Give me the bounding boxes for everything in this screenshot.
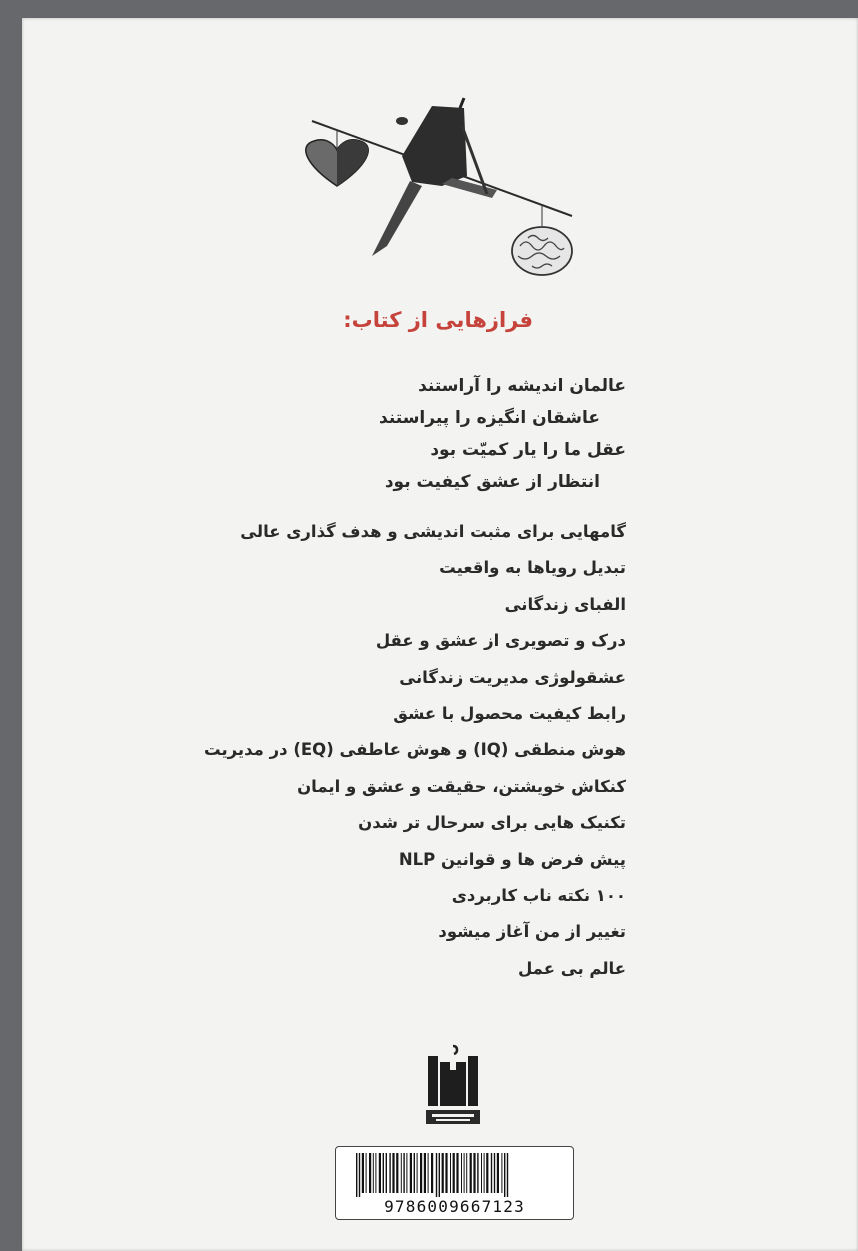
barcode-bar	[497, 1153, 499, 1193]
barcode-bar	[379, 1153, 381, 1193]
topic-item: کنکاش خویشتن، حقیقت و عشق و ایمان	[297, 776, 626, 796]
poem-line: انتظار از عشق کیفیت بود	[384, 472, 600, 492]
barcode-bar	[504, 1153, 505, 1197]
barcode-bar	[389, 1153, 390, 1193]
barcode-bar	[386, 1153, 387, 1193]
topic-item: درک و تصویری از عشق و عقل	[375, 631, 626, 651]
barcode-bar	[481, 1153, 482, 1193]
barcode-bar	[501, 1153, 502, 1193]
topics-list	[166, 514, 626, 987]
barcode-label	[335, 1146, 574, 1220]
barcode-bar	[464, 1153, 465, 1193]
topic-item: گامهایی برای مثبت اندیشی و هدف گذاری عالی	[240, 522, 626, 541]
barcode-bar	[424, 1153, 426, 1193]
poem-line: عاشقان انگیزه را پیراستند	[379, 408, 600, 428]
barcode	[356, 1153, 556, 1197]
barcode-bar	[383, 1153, 384, 1193]
excerpts-heading: فرازهایی از کتاب:	[343, 308, 533, 332]
topic-item: تکنیک هایی برای سرحال تر شدن	[358, 813, 626, 833]
topic-item: عشقولوژی مدیریت زندگانی	[399, 667, 626, 687]
barcode-bar	[453, 1153, 455, 1193]
barcode-bar	[477, 1153, 478, 1193]
figure-drawing	[372, 98, 497, 256]
poem-line: عالمان اندیشه را آراستند	[418, 376, 626, 396]
isbn-number: 9786009667123	[384, 1197, 525, 1216]
topic-item: عالم بی عمل	[517, 958, 626, 978]
barcode-bar	[436, 1153, 437, 1197]
barcode-bar	[406, 1153, 407, 1193]
topic-item: رابط کیفیت محصول با عشق	[393, 703, 626, 723]
barcode-bar	[494, 1153, 495, 1193]
poem-line: عقل ما را یار کمیّت بود	[430, 440, 626, 460]
topic-item: ۱۰۰ نکته ناب کاربردی	[451, 885, 626, 905]
barcode-bar	[392, 1153, 394, 1193]
barcode-bar	[356, 1153, 357, 1197]
barcode-bar	[466, 1153, 467, 1193]
barcode-bar	[484, 1153, 485, 1193]
topic-item: پیش فرض ها و قوانین NLP	[398, 849, 626, 869]
topic-item: تبدیل رویاها به واقعیت	[439, 558, 626, 578]
barcode-bar	[445, 1153, 447, 1193]
barcode-bar	[403, 1153, 404, 1193]
barcode-bar	[420, 1153, 422, 1193]
topic-item: تغییر از من آغاز میشود	[438, 922, 626, 942]
barcode-bar	[401, 1153, 402, 1193]
barcode-bar	[369, 1153, 371, 1193]
barcode-bar	[375, 1153, 376, 1193]
barcode-bar	[470, 1153, 472, 1193]
barcode-bar	[428, 1153, 429, 1193]
book-logo-icon	[420, 1042, 486, 1128]
barcode-bar	[491, 1153, 492, 1193]
balance-illustration	[292, 86, 602, 296]
barcode-bar	[507, 1153, 508, 1197]
barcode-bar	[417, 1153, 418, 1193]
barcode-bar	[414, 1153, 415, 1193]
barcode-bar	[373, 1153, 374, 1193]
brain-icon	[512, 205, 572, 275]
barcode-bar	[450, 1153, 451, 1193]
poem-block	[206, 370, 626, 498]
topic-item: الفبای زندگانی	[504, 594, 626, 614]
barcode-bar	[366, 1153, 367, 1193]
barcode-bar	[359, 1153, 360, 1197]
barcode-bar	[362, 1153, 364, 1193]
barcode-bar	[486, 1153, 488, 1193]
barcode-bar	[410, 1153, 412, 1193]
barcode-bar	[396, 1153, 398, 1193]
barcode-bar	[461, 1153, 462, 1193]
barcode-bar	[473, 1153, 475, 1193]
book-back-cover	[22, 18, 858, 1251]
barcode-bar	[456, 1153, 458, 1193]
barcode-bar	[439, 1153, 440, 1197]
topic-item: هوش منطقی (IQ) و هوش عاطفی (EQ) در مدیریت	[204, 740, 626, 760]
barcode-bar	[431, 1153, 433, 1193]
barcode-bar	[442, 1153, 444, 1193]
